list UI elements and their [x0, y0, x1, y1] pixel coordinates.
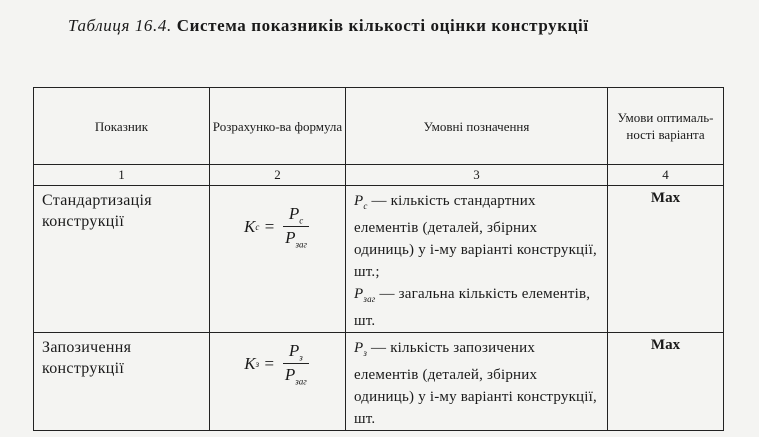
notation-symbol: P	[354, 193, 364, 209]
notation-cell	[346, 186, 608, 333]
notation-text: — кількість запозичених елементів (деталей, збірних одиниць) у i-му варіанті конструкції, шт.	[354, 340, 597, 427]
formula-denominator: P	[285, 228, 296, 248]
table-caption	[68, 14, 718, 38]
notation-symbol-sub: с	[363, 201, 368, 211]
header-optimum: Умови оптималь-ності варіанта	[608, 88, 724, 165]
formula-cell	[210, 186, 346, 333]
formula-numerator-sub: с	[299, 215, 304, 226]
header-formula: Розрахунко-ва формула	[210, 88, 346, 165]
formula-lhs-sub: с	[255, 221, 260, 232]
table-row	[34, 333, 724, 431]
notation-symbol-sub: заг	[363, 294, 376, 304]
column-number: 3	[346, 165, 608, 186]
optimum-cell: Max	[608, 333, 724, 431]
formula-numerator: P	[288, 204, 300, 223]
formula-denominator-sub: заг	[295, 376, 307, 387]
notation-symbol-sub: з	[363, 348, 368, 358]
notation-cell	[346, 333, 608, 431]
formula: K з = $\frac{P_з}{P_{заг}}$	[244, 341, 311, 387]
indicators-table	[33, 87, 724, 431]
formula-fraction	[281, 341, 311, 387]
formula-denominator: P	[284, 365, 296, 385]
column-number: 1	[34, 165, 210, 186]
indicator-cell: Запозичення конструкції	[34, 333, 210, 431]
formula-denominator-sub: заг	[295, 239, 307, 250]
notation-text: — кількість стандартних елементів (деталей, збірних одиниць) у i-му варіанті конструкції, шт.;	[354, 193, 597, 280]
formula-numerator: P	[288, 341, 300, 360]
column-number: 2	[210, 165, 346, 186]
formula-lhs: K	[244, 353, 256, 373]
formula-cell	[210, 333, 346, 431]
caption-title: Система показників кількості оцінки конструкції	[176, 16, 589, 35]
header-row	[34, 88, 724, 165]
caption-label: Таблиця 16.4.	[68, 16, 172, 35]
indicator-cell: Стандартизація конструкції	[34, 186, 210, 333]
formula-fraction	[281, 204, 311, 250]
header-notation: Умовні позначення	[346, 88, 608, 165]
optimum-cell: Max	[608, 186, 724, 333]
notation-symbol: P	[354, 340, 364, 356]
formula-lhs-sub: з	[255, 358, 260, 369]
formula: K с = $\frac{P_с}{P_{заг}}$	[244, 204, 311, 250]
formula-lhs: K	[244, 216, 256, 236]
column-number: 4	[608, 165, 724, 186]
header-indicator: Показник	[34, 88, 210, 165]
table-row	[34, 186, 724, 333]
column-number-row	[34, 165, 724, 186]
notation-text: — загальна кількість елементів, шт.	[354, 286, 591, 329]
notation-symbol: P	[354, 286, 364, 302]
formula-numerator-sub: з	[299, 352, 303, 363]
